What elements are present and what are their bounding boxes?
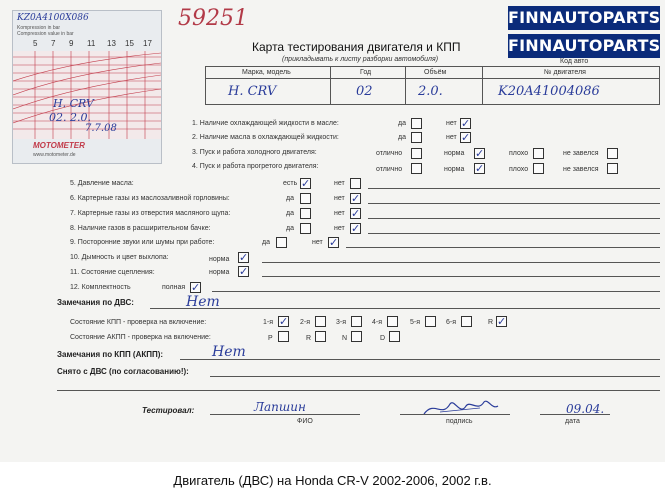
checkbox[interactable] bbox=[411, 148, 422, 159]
row-label: 1. Наличие охлаждающей жидкости в масле: bbox=[192, 120, 339, 127]
gear-label: P bbox=[268, 335, 273, 342]
option-label: полная bbox=[162, 284, 186, 291]
check-mark-icon: ✓ bbox=[351, 192, 361, 205]
signature-line bbox=[540, 414, 610, 415]
gear-label: 3-я bbox=[336, 319, 347, 326]
scale-tick: 5 bbox=[33, 39, 38, 48]
signature-line bbox=[400, 414, 510, 415]
row-underline bbox=[262, 262, 660, 263]
check-mark-icon: ✓ bbox=[329, 236, 339, 249]
gear-label: 2-я bbox=[300, 319, 311, 326]
page-subtitle: (прикладывать к листу разборки автомобиля) bbox=[282, 56, 439, 63]
option-label: да bbox=[398, 134, 406, 141]
row-label: 11. Состояние сцепления: bbox=[70, 269, 155, 276]
scale-tick: 9 bbox=[69, 39, 74, 48]
option-label: да bbox=[398, 120, 406, 127]
checkbox[interactable] bbox=[411, 132, 422, 143]
check-mark-icon: ✓ bbox=[461, 131, 471, 144]
divider bbox=[205, 104, 660, 105]
check-mark-icon: ✓ bbox=[475, 162, 485, 175]
checkbox[interactable] bbox=[351, 331, 362, 342]
card-note: H. CRV bbox=[53, 97, 94, 110]
checkbox[interactable] bbox=[607, 148, 618, 159]
watermark-banner: FINNAUTOPARTS bbox=[508, 6, 660, 30]
option-label: норма bbox=[444, 150, 465, 157]
row-label: 2. Наличие масла в охлаждающей жидкости: bbox=[192, 134, 339, 141]
option-label: да bbox=[286, 210, 294, 217]
option-label: есть bbox=[283, 180, 298, 187]
header-label: Год bbox=[360, 69, 372, 76]
card-label: Compression value in bar bbox=[17, 31, 74, 37]
engine-number-value: K20A41004086 bbox=[498, 84, 600, 99]
option-label: норма bbox=[209, 256, 230, 263]
divider bbox=[205, 66, 206, 104]
checkbox[interactable] bbox=[425, 316, 436, 327]
option-label: не завелся bbox=[563, 166, 599, 173]
row-underline bbox=[212, 291, 660, 292]
row-underline bbox=[210, 376, 660, 377]
card-brand-logo: MOTOMETER bbox=[33, 141, 85, 150]
card-url: www.motometer.de bbox=[33, 152, 76, 158]
image-caption: Двигатель (ДВС) на Honda CR-V 2002-2006, 2002 г.в. bbox=[0, 462, 665, 500]
option-label: да bbox=[262, 239, 270, 246]
checkbox[interactable] bbox=[300, 223, 311, 234]
row-underline bbox=[368, 203, 660, 204]
kpp-remarks-label: Замечания по КПП (АКПП): bbox=[57, 350, 164, 359]
row-label: 6. Картерные газы из маслозаливной горловины: bbox=[70, 195, 230, 202]
check-mark-icon: ✓ bbox=[301, 177, 311, 190]
divider bbox=[205, 78, 660, 79]
divider bbox=[659, 66, 660, 104]
option-label: да bbox=[286, 195, 294, 202]
check-mark-icon: ✓ bbox=[279, 315, 289, 328]
gear-label: 6-я bbox=[446, 319, 457, 326]
checkbox[interactable] bbox=[276, 237, 287, 248]
gear-label: D bbox=[380, 335, 386, 342]
check-mark-icon: ✓ bbox=[461, 117, 471, 130]
row-label: 12. Комплектность bbox=[70, 284, 131, 291]
card-note: 02. 2.0. bbox=[49, 111, 91, 124]
option-label: не завелся bbox=[563, 150, 599, 157]
year-value: 02 bbox=[356, 84, 373, 99]
row-underline bbox=[368, 218, 660, 219]
scale-tick: 13 bbox=[107, 39, 116, 48]
row-label: 10. Дымность и цвет выхлопа: bbox=[70, 254, 169, 261]
scale-tick: 7 bbox=[51, 39, 56, 48]
scale-tick: 15 bbox=[125, 39, 134, 48]
scale-tick: 11 bbox=[87, 39, 96, 48]
gear-label: R bbox=[306, 335, 312, 342]
option-label: да bbox=[286, 225, 294, 232]
checkbox[interactable] bbox=[315, 331, 326, 342]
row-underline bbox=[368, 233, 660, 234]
dvs-remarks-value: Нет bbox=[186, 294, 220, 310]
checkbox[interactable] bbox=[411, 118, 422, 129]
option-label: плохо bbox=[509, 166, 529, 173]
card-label: Kompression in bar bbox=[17, 25, 61, 31]
check-mark-icon: ✓ bbox=[497, 315, 507, 328]
code-auto-label: Код авто bbox=[560, 58, 589, 65]
check-mark-icon: ✓ bbox=[191, 281, 201, 294]
compression-card bbox=[12, 10, 162, 164]
option-label: плохо bbox=[509, 150, 529, 157]
akpp-label: Состояние АКПП - проверка на включение: bbox=[70, 334, 211, 341]
header-label: Марка, модель bbox=[242, 69, 291, 76]
check-mark-icon: ✓ bbox=[475, 147, 485, 160]
header-label: Объём bbox=[424, 69, 447, 76]
option-label: нет bbox=[312, 239, 323, 246]
row-underline bbox=[368, 188, 660, 189]
tested-by-label: Тестировал: bbox=[142, 406, 195, 415]
divider bbox=[205, 66, 660, 67]
checkbox[interactable] bbox=[533, 163, 544, 174]
checkbox[interactable] bbox=[350, 178, 361, 189]
scale-tick: 17 bbox=[143, 39, 152, 48]
header-label: № двигателя bbox=[544, 69, 586, 76]
checkbox[interactable] bbox=[533, 148, 544, 159]
gear-label: N bbox=[342, 335, 348, 342]
row-label: 5. Давление масла: bbox=[70, 180, 134, 187]
gear-label: 4-я bbox=[372, 319, 383, 326]
gear-label: 5-я bbox=[410, 319, 421, 326]
option-label: нет bbox=[334, 210, 345, 217]
row-underline bbox=[57, 390, 660, 391]
option-label: норма bbox=[444, 166, 465, 173]
row-label: 9. Посторонние звуки или шумы при работе: bbox=[70, 239, 215, 246]
option-label: нет bbox=[334, 195, 345, 202]
checkbox[interactable] bbox=[389, 331, 400, 342]
car-model-value: H. CRV bbox=[228, 84, 277, 99]
option-label: нет bbox=[334, 180, 345, 187]
gear-label: 1-я bbox=[263, 319, 274, 326]
checkbox[interactable] bbox=[351, 316, 362, 327]
divider bbox=[482, 66, 483, 104]
checkbox[interactable] bbox=[300, 208, 311, 219]
checkbox[interactable] bbox=[607, 163, 618, 174]
option-label: отлично bbox=[376, 150, 403, 157]
handwritten-signature-icon bbox=[420, 394, 500, 420]
row-underline bbox=[150, 308, 660, 309]
check-mark-icon: ✓ bbox=[351, 222, 361, 235]
removed-from-engine-label: Снято с ДВС (по согласованию!): bbox=[57, 367, 189, 376]
check-mark-icon: ✓ bbox=[239, 251, 249, 264]
checkbox[interactable] bbox=[315, 316, 326, 327]
card-note: 7.7.08 bbox=[85, 123, 117, 134]
row-underline bbox=[262, 276, 660, 277]
row-label: 4. Пуск и работа прогретого двигателя: bbox=[192, 163, 319, 170]
option-label: нет bbox=[446, 120, 457, 127]
volume-value: 2.0. bbox=[418, 84, 443, 99]
checkbox[interactable] bbox=[461, 316, 472, 327]
option-label: нет bbox=[334, 225, 345, 232]
kpp-label: Состояние КПП - проверка на включение: bbox=[70, 319, 207, 326]
card-scale bbox=[13, 39, 161, 51]
gear-label: R bbox=[488, 319, 494, 326]
date-value: 09.04. bbox=[566, 402, 605, 416]
row-label: 3. Пуск и работа холодного двигателя: bbox=[192, 149, 317, 156]
tester-name-handwritten: Лапшин bbox=[254, 400, 306, 414]
signature-label: подпись bbox=[446, 418, 473, 425]
check-mark-icon: ✓ bbox=[351, 207, 361, 220]
date-label: дата bbox=[565, 418, 580, 425]
checkbox[interactable] bbox=[278, 331, 289, 342]
row-underline bbox=[180, 359, 660, 360]
row-label: 7. Картерные газы из отверстия масляного щупа: bbox=[70, 210, 231, 217]
row-label: 8. Наличие газов в расширительном бачке: bbox=[70, 225, 211, 232]
option-label: отлично bbox=[376, 166, 403, 173]
handwritten-stamp-number: 59251 bbox=[178, 6, 248, 31]
checkbox[interactable] bbox=[411, 163, 422, 174]
divider bbox=[405, 66, 406, 104]
divider bbox=[330, 66, 331, 104]
row-underline bbox=[346, 247, 660, 248]
signature-line bbox=[210, 414, 360, 415]
check-mark-icon: ✓ bbox=[239, 265, 249, 278]
option-label: норма bbox=[209, 269, 230, 276]
checkbox[interactable] bbox=[387, 316, 398, 327]
kpp-remarks-value: Нет bbox=[212, 344, 246, 360]
fio-label: ФИО bbox=[297, 418, 313, 425]
checkbox[interactable] bbox=[300, 193, 311, 204]
card-handwritten-number: KZ0A4100X086 bbox=[17, 13, 89, 23]
dvs-remarks-label: Замечания по ДВС: bbox=[57, 298, 134, 307]
watermark-banner: FINNAUTOPARTS bbox=[508, 34, 660, 58]
page-title: Карта тестирования двигателя и КПП bbox=[252, 40, 461, 54]
option-label: нет bbox=[446, 134, 457, 141]
